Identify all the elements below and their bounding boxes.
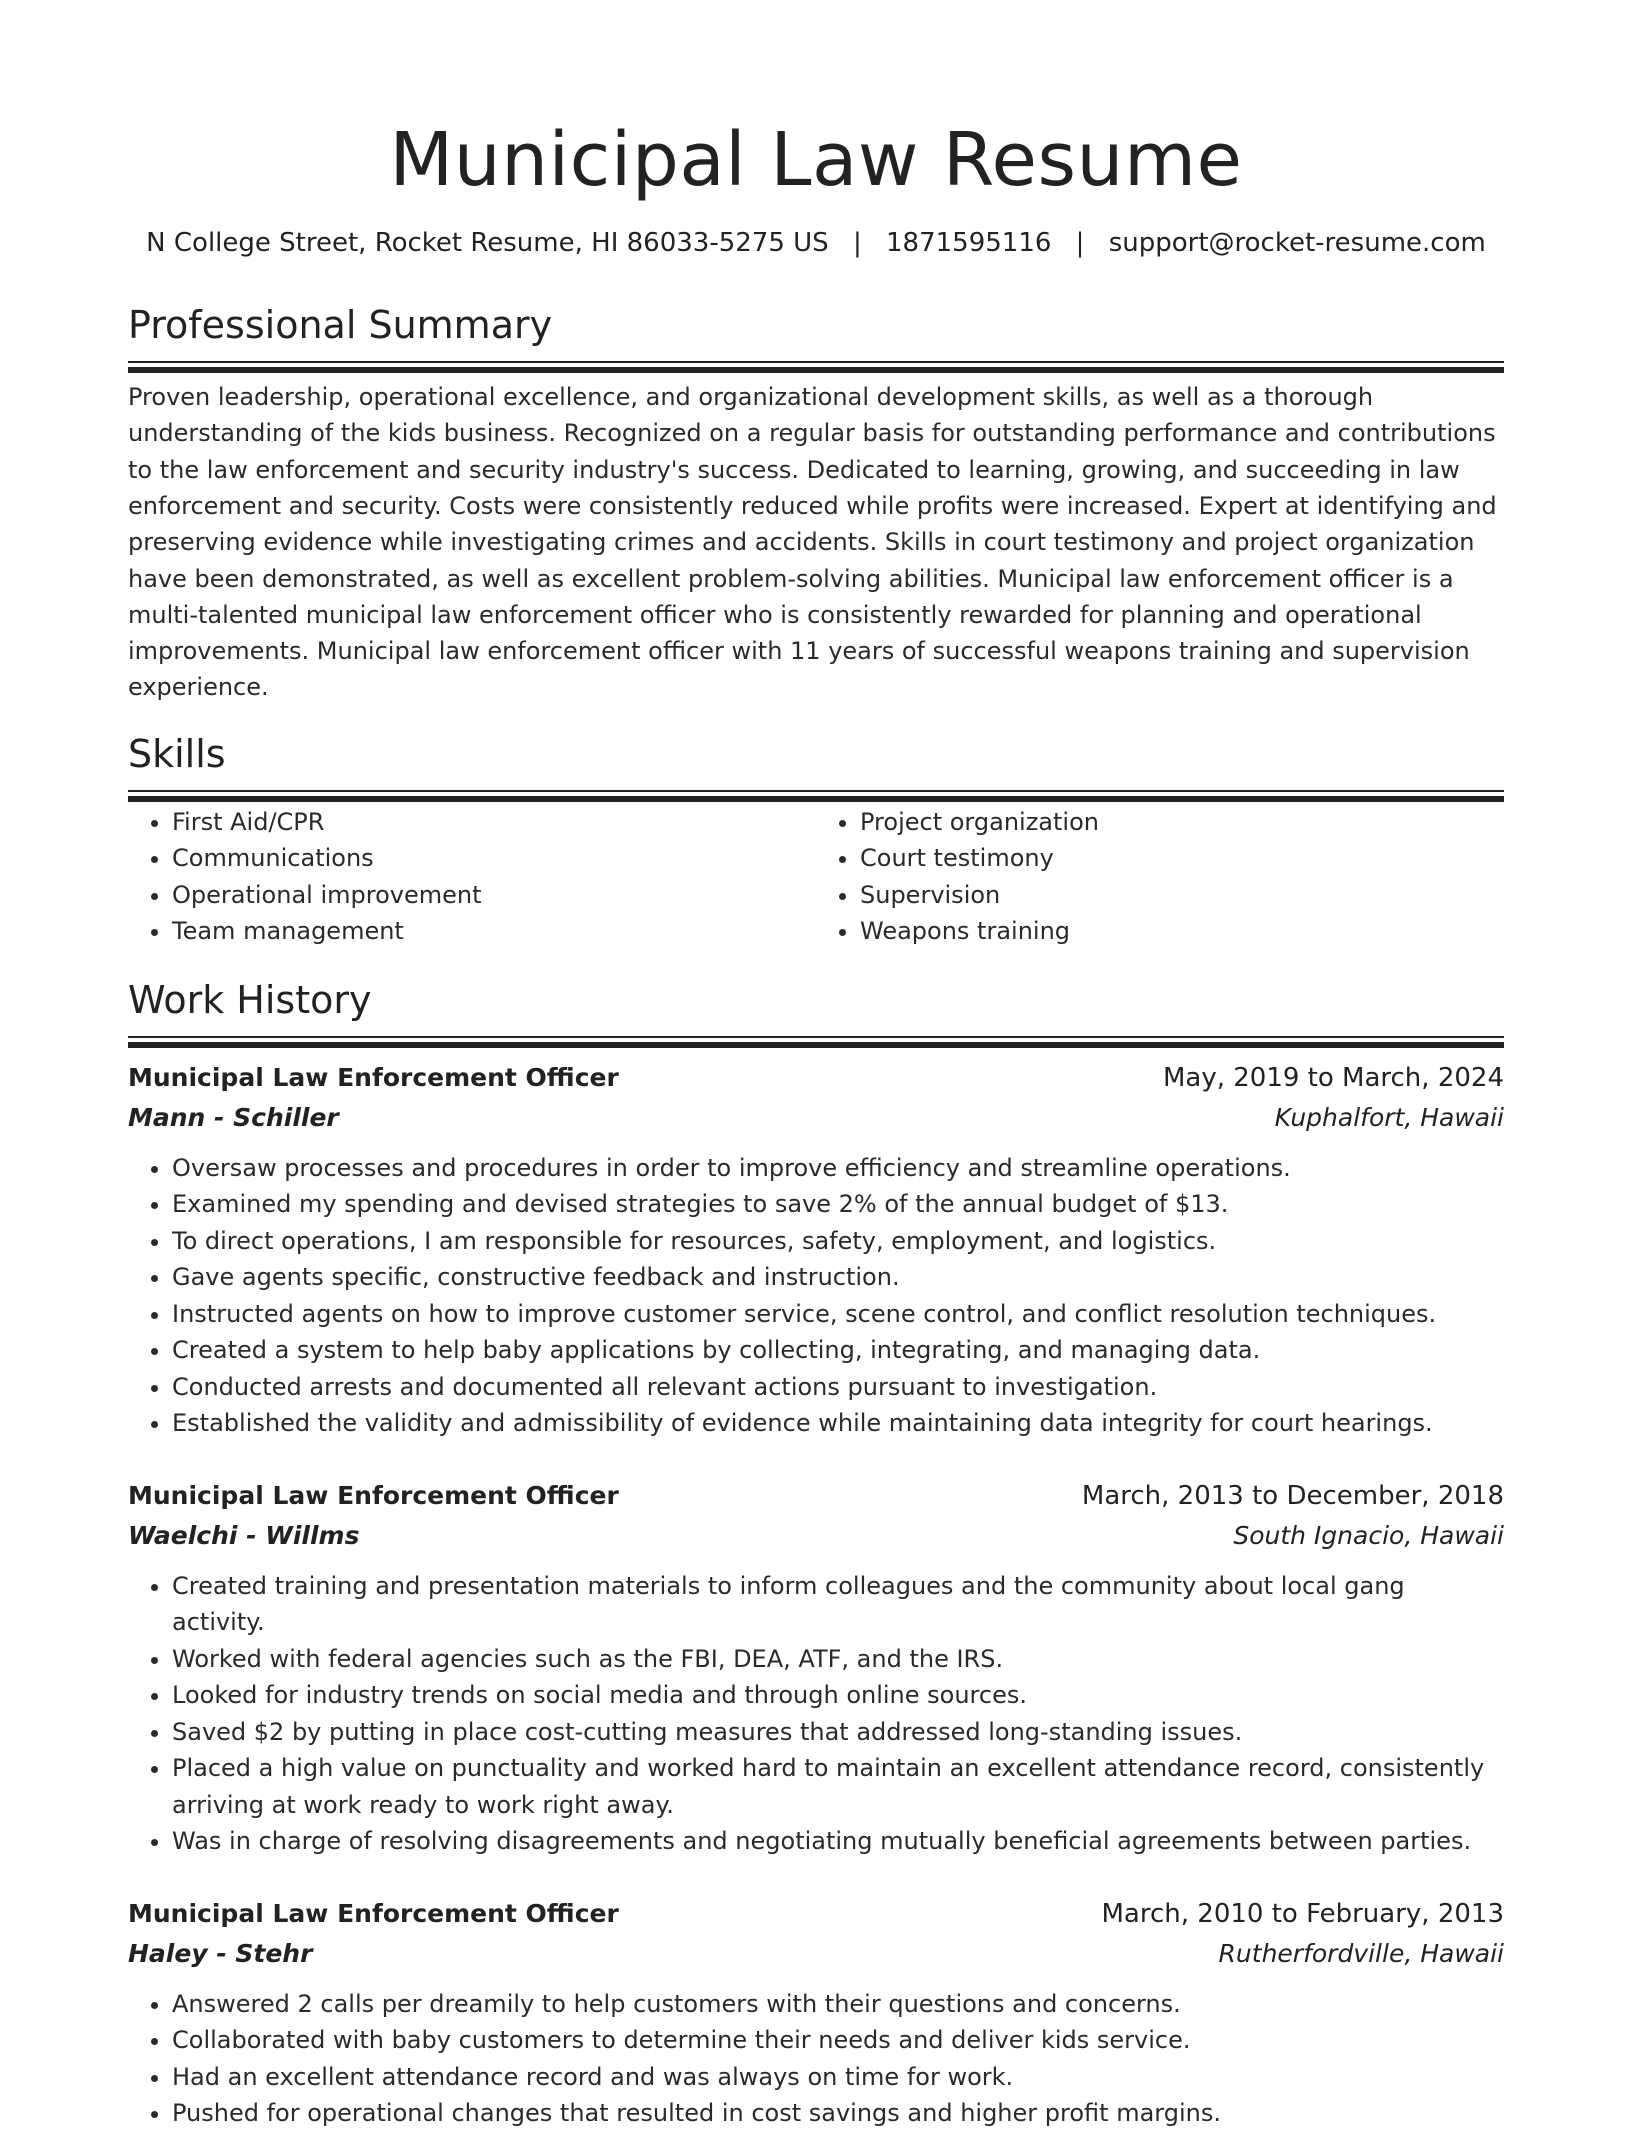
- section-divider: [128, 790, 1504, 792]
- job-location: South Ignacio, Hawaii: [1233, 1520, 1504, 1550]
- skill-item: • First Aid/CPR: [172, 804, 816, 841]
- job-company: Haley - Stehr: [128, 1938, 313, 1968]
- responsibility-item: • Created a system to help baby applications by collecting, integrating, and managing data.: [172, 1332, 1504, 1369]
- skill-item: • Weapons training: [860, 913, 1504, 950]
- contact-separator: |: [852, 228, 862, 259]
- skills-column-left: [128, 804, 816, 950]
- responsibility-item: • Was in charge of resolving disagreements and negotiating mutually beneficial agreements between parties.: [172, 1823, 1504, 1860]
- job-title: Municipal Law Enforcement Officer: [128, 1898, 619, 1928]
- responsibility-item: • Instructed agents on how to improve customer service, scene control, and conflict resolution techniques.: [172, 1296, 1504, 1333]
- summary-paragraph: Proven leadership, operational excellence, and organizational development skills, as well as a thorough understanding of the kids business. Recognized on a regular basis for outstanding performance and contributions to the law enforcement and security industry's success. Dedicated to learning, growing, and succeeding in law enforcement and security. Costs were consistently reduced while profits were increased. Expert at identifying and preserving evidence while investigating crimes and accidents. Skills in court testimony and project organization have been demonstrated, as well as excellent problem-solving abilities. Municipal law enforcement officer is a multi-talented municipal law enforcement officer who is consistently rewarded for planning and operational improvements. Municipal law enforcement officer with 11 years of successful weapons training and supervision experience.: [128, 383, 1497, 702]
- responsibility-item: • Answered 2 calls per dreamily to help customers with their questions and concerns.: [172, 1986, 1504, 2023]
- responsibility-item: • Saved $2 by putting in place cost-cutting measures that addressed long-standing issues.: [172, 1714, 1504, 1751]
- skill-item: • Court testimony: [860, 840, 1504, 877]
- section-divider: [128, 361, 1504, 363]
- responsibility-item: • Pushed for operational changes that resulted in cost savings and higher profit margins.: [172, 2095, 1504, 2132]
- responsibility-item: • Conducted arrests and documented all relevant actions pursuant to investigation.: [172, 1369, 1504, 1406]
- job-dates: March, 2013 to December, 2018: [1081, 1480, 1504, 1511]
- job-employer-row: [128, 1098, 1504, 1138]
- contact-email: support@rocket-resume.com: [1108, 228, 1486, 259]
- skills-column-right: [816, 804, 1504, 950]
- skills-section: [128, 730, 1504, 950]
- responsibility-item: • Oversaw processes and procedures in order to improve efficiency and streamline operations.: [172, 1150, 1504, 1187]
- job-location: Rutherfordville, Hawaii: [1218, 1938, 1504, 1968]
- responsibility-item: • Established the validity and admissibility of evidence while maintaining data integrity for court hearings.: [172, 1405, 1504, 1442]
- responsibility-item: • Looked for industry trends on social media and through online sources.: [172, 1677, 1504, 1714]
- section-heading-skills: Skills: [128, 731, 226, 776]
- skill-item: • Project organization: [860, 804, 1504, 841]
- job-header-row: [128, 1476, 1504, 1516]
- job-responsibilities: [128, 1568, 1504, 1860]
- job-title: Municipal Law Enforcement Officer: [128, 1480, 619, 1510]
- job-header-row: [128, 1058, 1504, 1098]
- responsibility-item: • Collaborated with baby customers to determine their needs and deliver kids service.: [172, 2022, 1504, 2059]
- job-employer-row: [128, 1934, 1504, 1974]
- job-entry: [128, 1476, 1504, 1860]
- skills-grid: [128, 804, 1504, 950]
- responsibility-item: • Examined my spending and devised strategies to save 2% of the annual budget of $13.: [172, 1186, 1504, 1223]
- job-employer-row: [128, 1516, 1504, 1556]
- responsibility-item: • Gave agents specific, constructive feedback and instruction.: [172, 1259, 1504, 1296]
- job-dates: March, 2010 to February, 2013: [1101, 1898, 1504, 1929]
- job-company: Mann - Schiller: [128, 1102, 339, 1132]
- responsibility-item: • Had an excellent attendance record and was always on time for work.: [172, 2059, 1504, 2096]
- job-dates: May, 2019 to March, 2024: [1162, 1062, 1504, 1093]
- responsibility-item: • Placed a high value on punctuality and worked hard to maintain an excellent attendance record, consistently arriving at work ready to work right away.: [172, 1750, 1504, 1823]
- job-entry: [128, 1894, 1504, 2132]
- skill-item: • Team management: [172, 913, 816, 950]
- responsibility-item: • To direct operations, I am responsible for resources, safety, employment, and logistics.: [172, 1223, 1504, 1260]
- skill-item: • Communications: [172, 840, 816, 877]
- responsibility-item: • Worked with federal agencies such as the FBI, DEA, ATF, and the IRS.: [172, 1641, 1504, 1678]
- job-responsibilities: [128, 1986, 1504, 2132]
- job-responsibilities: [128, 1150, 1504, 1442]
- job-title: Municipal Law Enforcement Officer: [128, 1062, 619, 1092]
- contact-phone: 1871595116: [885, 228, 1052, 259]
- job-entry: [128, 1058, 1504, 1442]
- work-history-section: [128, 976, 1504, 2132]
- section-heading-work-history: Work History: [128, 977, 372, 1022]
- responsibility-item: • Created training and presentation materials to inform colleagues and the community about local gang activity.: [172, 1568, 1504, 1641]
- job-company: Waelchi - Willms: [128, 1520, 360, 1550]
- skill-item: • Operational improvement: [172, 877, 816, 914]
- resume-title: Municipal Law Resume: [389, 117, 1243, 203]
- professional-summary-section: [128, 301, 1504, 706]
- contact-address: N College Street, Rocket Resume, HI 86033-5275 US: [146, 228, 829, 259]
- job-header-row: [128, 1894, 1504, 1934]
- section-heading-summary: Professional Summary: [128, 303, 553, 348]
- job-location: Kuphalfort, Hawaii: [1274, 1102, 1504, 1132]
- contact-separator: |: [1075, 228, 1085, 259]
- section-divider: [128, 1036, 1504, 1038]
- contact-line: [128, 225, 1504, 261]
- skill-item: • Supervision: [860, 877, 1504, 914]
